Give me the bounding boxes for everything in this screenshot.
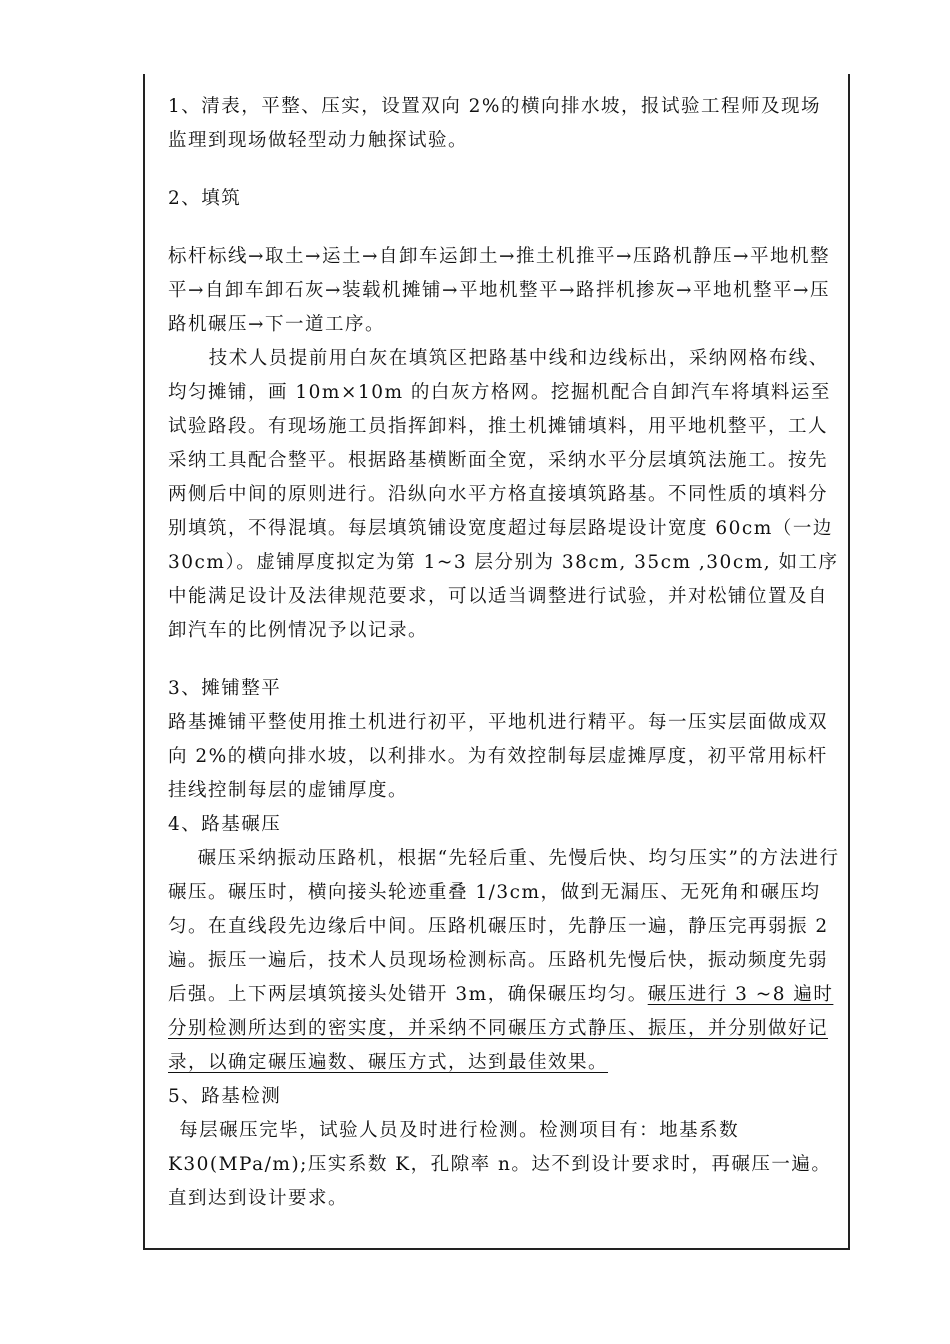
section-4-paragraph [168, 842, 840, 1080]
section-5-heading: 5、路基检测 [168, 1086, 282, 1107]
section-4-underlined-text: 碾压进行 3 ~8 遍时分别检测所达到的密实度，并采纳不同碾压方式静压、振压，并分别做好记录，以确定碾压遍数、碾压方式，达到最佳效果。 [168, 984, 834, 1073]
section-2-flow: 标杆标线→取土→运土→自卸车运卸土→推土机推平→压路机静压→平地机整平→自卸车卸石灰→装载机摊铺→平地机整平→路拌机掺灰→平地机整平→压路机碾压→下一道工序。 [168, 246, 831, 335]
section-1-text: 1、清表，平整、压实，设置双向 2%的横向排水坡，报试验工程师及现场监理到现场做轻型动力触探试验。 [168, 96, 822, 151]
section-3-paragraph: 路基摊铺平整使用推土机进行初平，平地机进行精平。每一压实层面做成双向 2%的横向排水坡，以利排水。为有效控制每层虚摊厚度，初平常用标杆挂线控制每层的虚铺厚度。 [168, 712, 829, 801]
section-4-text: 碾压采纳振动压路机，根据“先轻后重、先慢后快、均匀压实”的方法进行碾压。碾压时，横向接头轮迹重叠 1/3cm，做到无漏压、无死角和碾压均匀。在直线段先边缘后中间。压路机碾压时，先静压一遍，静压完再弱振 2 遍。振压一遍后，技术人员现场检测标高。压路机先慢后快，振动频度先弱后强。上下两层填筑接头处错开 3m，确保碾压均匀。 [168, 848, 840, 1005]
section-4-heading: 4、路基碾压 [168, 814, 282, 835]
section-2-heading: 2、填筑 [168, 188, 242, 209]
section-5-paragraph: 每层碾压完毕，试验人员及时进行检测。检测项目有：地基系数 K30(MPa/m);压实系数 K，孔隙率 n。达不到设计要求时，再碾压一遍。直到达到设计要求。 [168, 1120, 832, 1209]
document-body [168, 90, 840, 1216]
section-2-paragraph: 技术人员提前用白灰在填筑区把路基中线和边线标出，采纳网格布线、均匀摊铺，画 10m×10m 的白灰方格网。挖掘机配合自卸汽车将填料运至试验路段。有现场施工员指挥卸料，推土机摊铺填料，用平地机整平，工人采纳工具配合整平。根据路基横断面全宽，采纳水平分层填筑法施工。按先两侧后中间的原则进行。沿纵向水平方格直接填筑路基。不同性质的填料分别填筑，不得混填。每层填筑铺设宽度超过每层路堤设计宽度 60cm（一边 30cm）。虚铺厚度拟定为第 1~3 层分别为 38cm, 35cm ,30cm, 如工序中能满足设计及法律规范要求，可以适当调整进行试验，并对松铺位置及自卸汽车的比例情况予以记录。 [168, 348, 839, 641]
section-3-heading: 3、摊铺整平 [168, 678, 282, 699]
